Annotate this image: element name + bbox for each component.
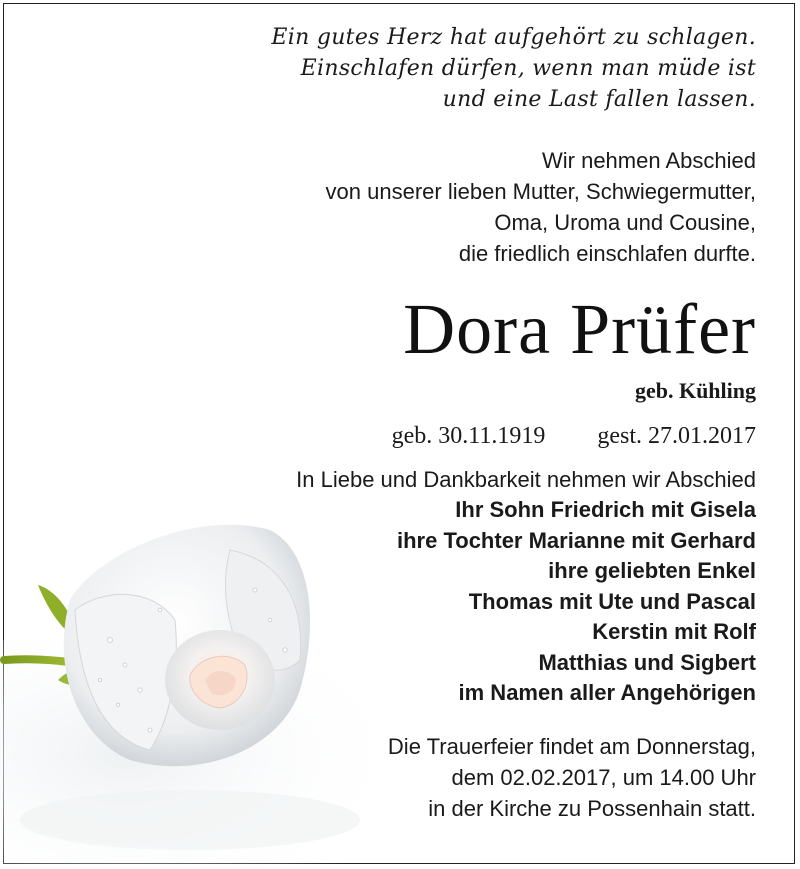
service-line: Die Trauerfeier findet am Donnerstag, — [387, 733, 756, 759]
family-member: Thomas mit Ute und Pascal — [468, 588, 756, 614]
family-member: Kerstin mit Rolf — [592, 619, 756, 644]
intro-line: die friedlich einschlafen durfte. — [458, 241, 756, 266]
birth-date: geb. 30.11.1919 — [391, 423, 546, 449]
family-member: ihre Tochter Marianne mit Gerhard — [396, 527, 756, 553]
life-dates — [116, 421, 756, 451]
poem-line: Ein gutes Herz hat aufgehört zu schlagen. — [271, 25, 756, 50]
intro-line: von unserer lieben Mutter, Schwiegermutter, — [325, 179, 756, 204]
death-date: gest. 27.01.2017 — [597, 423, 756, 449]
farewell-intro — [116, 145, 756, 269]
family-member: ihre geliebten Enkel — [548, 558, 756, 583]
poem-line: und eine Last fallen lassen. — [442, 87, 756, 112]
obituary-text — [116, 22, 756, 824]
memorial-poem — [116, 22, 756, 115]
family-member: im Namen aller Angehörigen — [458, 680, 756, 705]
family-member: Matthias und Sigbert — [538, 649, 756, 675]
family-member: Ihr Sohn Friedrich mit Gisela — [455, 497, 756, 522]
service-line: in der Kirche zu Possenhain statt. — [428, 795, 756, 821]
family-list — [116, 495, 756, 709]
intro-line: Wir nehmen Abschied — [542, 148, 756, 173]
intro-line: Oma, Uroma und Cousine, — [494, 210, 756, 235]
maiden-name: geb. Kühling — [634, 378, 756, 403]
deceased-name: Dora Prüfer — [403, 289, 756, 369]
poem-line: Einschlafen dürfen, wenn man müde ist — [300, 56, 756, 81]
funeral-service-info — [116, 731, 756, 824]
service-line: dem 02.02.2017, um 14.00 Uhr — [451, 764, 756, 790]
closing-line: In Liebe und Dankbarkeit nehmen wir Abschied — [296, 467, 756, 492]
